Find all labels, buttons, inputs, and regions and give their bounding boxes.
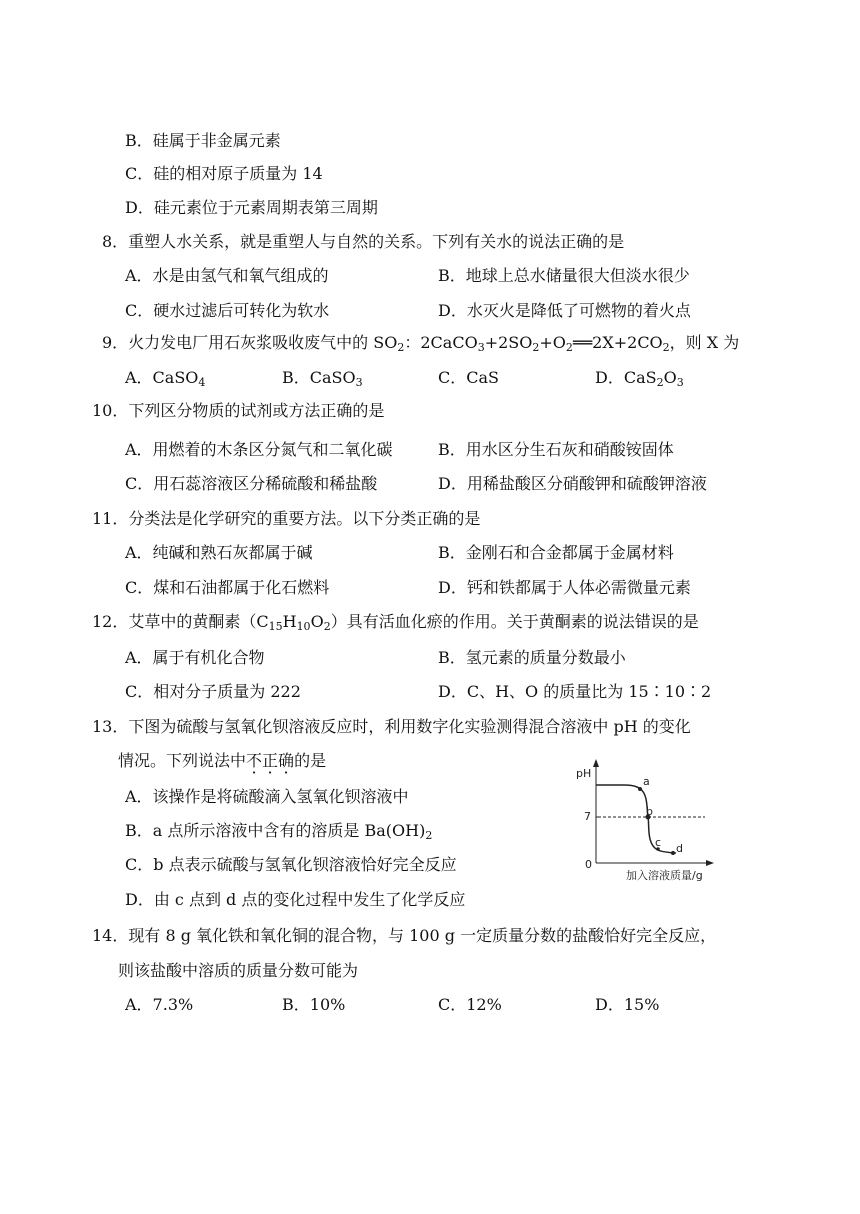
q8-option-c: C．硬水过滤后可转化为软水 <box>125 301 330 320</box>
q11-stem: 11．分类法是化学研究的重要方法。以下分类正确的是 <box>92 509 481 528</box>
q11-option-b: B．金刚石和合金都属于金属材料 <box>438 543 674 562</box>
point-c-label: c <box>655 836 662 849</box>
q13-option-d: D．由 c 点到 d 点的变化过程中发生了化学反应 <box>125 890 466 909</box>
q10-option-b: B．用水区分生石灰和硝酸铵固体 <box>438 440 674 459</box>
q14-option-b: B．10% <box>282 995 346 1014</box>
q14-stem-line2: 则该盐酸中溶质的质量分数可能为 <box>118 961 359 980</box>
emphasis-mark: 正 <box>262 751 279 770</box>
q10-option-a: A．用燃着的木条区分氮气和二氧化碳 <box>125 440 393 459</box>
q11-option-a: A．纯碱和熟石灰都属于碱 <box>125 543 313 562</box>
point-d-label: d <box>676 842 683 855</box>
q8-option-a: A．水是由氢气和氧气组成的 <box>125 266 329 285</box>
q7-option-b: B．硅属于非金属元素 <box>125 131 281 150</box>
q14-option-c: C．12% <box>438 995 502 1014</box>
q10-option-d: D．用稀盐酸区分硝酸钾和硫酸钾溶液 <box>438 474 707 493</box>
q9-stem: 9．火力发电厂用石灰浆吸收废气中的 $SO_2$：$2CaCO_3+2SO_2+O_2══2X+2CO_2$，则 X 为 <box>102 333 740 354</box>
q9-option-c: C．CaS <box>438 368 499 387</box>
q12-option-a: A．属于有机化合物 <box>125 648 265 667</box>
q9-option-a: A．CaSO$_4$ <box>125 368 206 389</box>
ph-chart <box>576 755 730 885</box>
q12-option-b: B．氢元素的质量分数最小 <box>438 648 626 667</box>
q13-stem-line2: 情况。下列说法中不正确的是 <box>118 751 327 770</box>
q8-option-b: B．地球上总水储量很大但淡水很少 <box>438 266 690 285</box>
ph-curve <box>596 785 676 853</box>
q12-option-d: D．C、H、O 的质量比为 15∶10∶2 <box>438 682 712 701</box>
emphasis-mark: 确 <box>278 751 295 770</box>
q9-option-b: B．CaSO$_3$ <box>282 368 363 389</box>
emphasis-mark: 不 <box>246 751 263 770</box>
q8-option-d: D．水灭火是降低了可燃物的着火点 <box>438 301 691 320</box>
q7-option-d: D．硅元素位于元素周期表第三周期 <box>125 198 378 217</box>
point-a-label: a <box>643 775 650 788</box>
x-axis-label: 加入溶液质量/g <box>626 869 703 882</box>
q14-option-a: A．7.3% <box>125 995 194 1014</box>
q13-option-a: A．该操作是将硫酸滴入氢氧化钡溶液中 <box>125 787 409 806</box>
x-axis-arrow <box>706 860 714 866</box>
point-b-label: b <box>646 805 653 818</box>
origin-label: 0 <box>585 858 592 871</box>
q11-option-d: D．钙和铁都属于人体必需微量元素 <box>438 578 691 597</box>
q12-stem: 12．艾草中的黄酮素$(C_{15}H_{10}O_2)$具有活血化瘀的作用。关于黄酮素的说法错误的是 <box>92 612 699 633</box>
q13-stem-line1: 13．下图为硫酸与氢氧化钡溶液反应时，利用数字化实验测得混合溶液中 pH 的变化 <box>92 717 691 736</box>
q10-stem: 10．下列区分物质的试剂或方法正确的是 <box>92 401 385 420</box>
q7-option-c: C．硅的相对原子质量为 14 <box>125 164 323 183</box>
q9-option-d: D．$CaS_2O_3$ <box>595 368 684 389</box>
q12-option-c: C．相对分子质量为 222 <box>125 682 301 701</box>
q8-stem: 8．重塑人水关系，就是重塑人与自然的关系。下列有关水的说法正确的是 <box>102 232 625 251</box>
point-a <box>638 787 642 791</box>
q14-option-d: D．15% <box>595 995 660 1014</box>
q13-option-b: B．a 点所示溶液中含有的溶质是 $Ba(OH)_2$ <box>125 821 433 842</box>
q14-stem-line1: 14．现有 8 g 氧化铁和氧化铜的混合物，与 100 g 一定质量分数的盐酸恰好完全反应， <box>92 926 717 945</box>
q10-option-c: C．用石蕊溶液区分稀硫酸和稀盐酸 <box>125 474 378 493</box>
y-axis-arrow <box>593 759 599 767</box>
q11-option-c: C．煤和石油都属于化石燃料 <box>125 578 330 597</box>
q13-option-c: C．b 点表示硫酸与氢氧化钡溶液恰好完全反应 <box>125 855 457 874</box>
point-d <box>671 851 675 855</box>
y-axis-label: pH <box>576 767 592 780</box>
y-tick-7: 7 <box>584 810 591 823</box>
